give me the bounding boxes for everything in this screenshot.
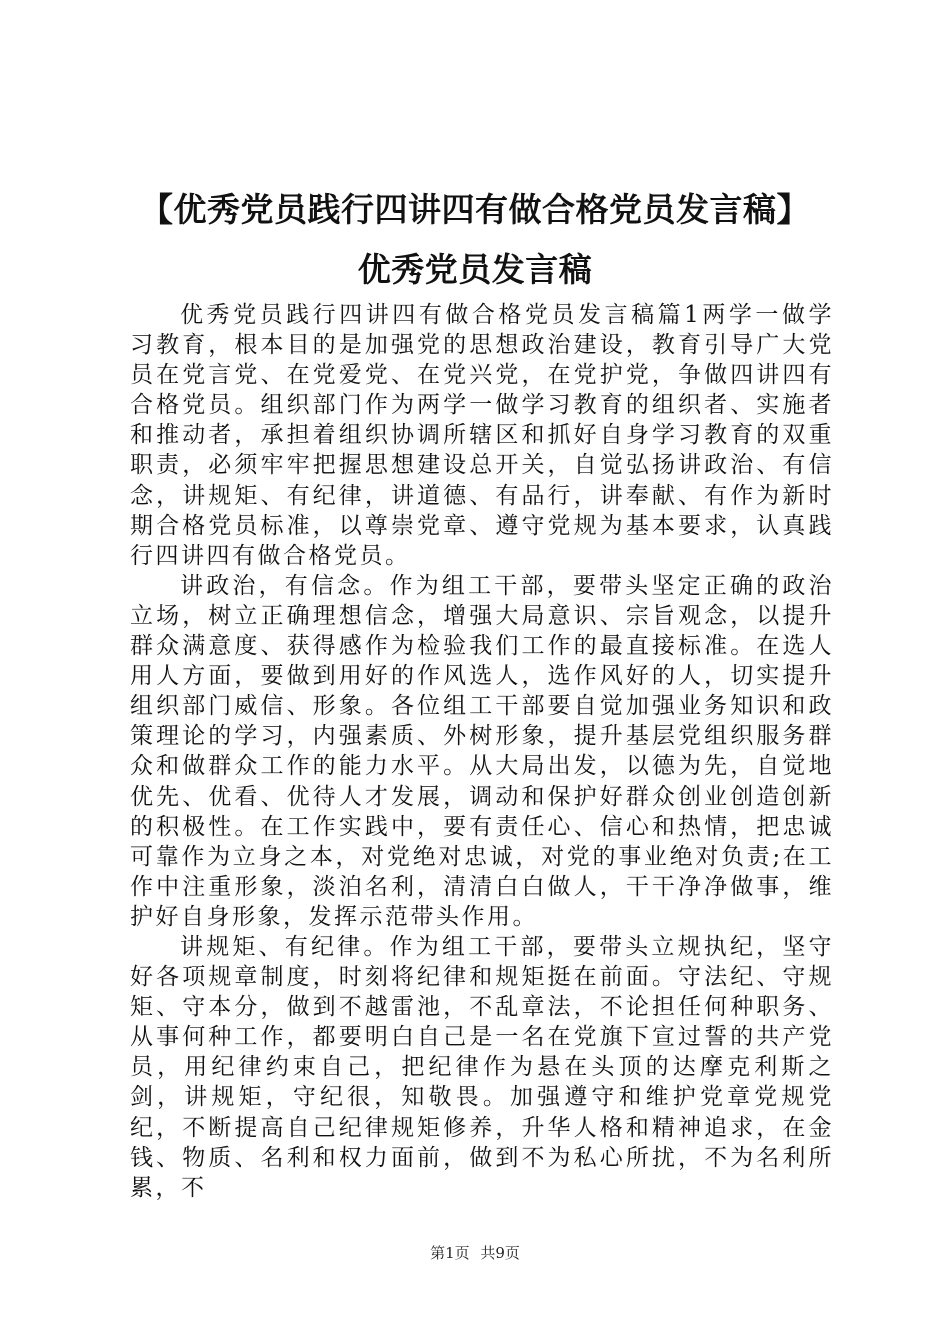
document-title-line2: 优秀党员发言稿 [357, 250, 593, 289]
document-body [130, 300, 834, 1203]
body-paragraph-1: 优秀党员践行四讲四有做合格党员发言稿篇1两学一做学习教育，根本目的是加强党的思想政治建设，教育引导广大党员在党言党、在党爱党、在党兴党，在党护党，争做四讲四有合格党员。组织部门作为两学一做学习教育的组织者、实施者和推动者，承担着组织协调所辖区和抓好自身学习教育的双重职责，必须牢牢把握思想建设总开关，自觉弘扬讲政治、有信念，讲规矩、有纪律，讲道德、有品行，讲奉献、有作为新时期合格党员标准，以尊崇党章、遵守党规为基本要求，认真践行四讲四有做合格党员。 [130, 302, 834, 569]
document-title-line1: 【优秀党员践行四讲四有做合格党员发言稿】 [140, 190, 810, 229]
body-paragraph-3: 讲规矩、有纪律。作为组工干部，要带头立规执纪，坚守好各项规章制度，时刻将纪律和规矩挺在前面。守法纪、守规矩、守本分，做到不越雷池，不乱章法，不论担任何种职务、从事何种工作，都要明白自己是一名在党旗下宣过誓的共产党员，用纪律约束自己，把纪律作为悬在头顶的达摩克利斯之剑，讲规矩，守纪很，知敬畏。加强遵守和维护党章党规党纪，不断提高自己纪律规矩修养，升华人格和精神追求，在金钱、物质、名利和权力面前，做到不为私心所扰，不为名利所累，不 [130, 933, 834, 1201]
page-footer [0, 1243, 950, 1263]
page-number-total: 共9页 [480, 1244, 520, 1262]
body-paragraph-2: 讲政治，有信念。作为组工干部，要带头坚定正确的政治立场，树立正确理想信念，增强大局意识、宗旨观念，以提升群众满意度、获得感作为检验我们工作的最直接标准。在选人用人方面，要做到用好的作风选人，选作风好的人，切实提升组织部门威信、形象。各位组工干部要自觉加强业务知识和政策理论的学习，内强素质、外树形象，提升基层党组织服务群众和做群众工作的能力水平。从大局出发，以德为先，自觉地优先、优看、优待人才发展，调动和保护好群众创业创造创新的积极性。在工作实践中，要有责任心、信心和热情，把忠诚可靠作为立身之本，对党绝对忠诚，对党的事业绝对负责;在工作中注重形象，淡泊名利，清清白白做人，干干净净做事，维护好自身形象，发挥示范带头作用。 [130, 572, 834, 930]
page-number-current: 第1页 [430, 1244, 470, 1262]
